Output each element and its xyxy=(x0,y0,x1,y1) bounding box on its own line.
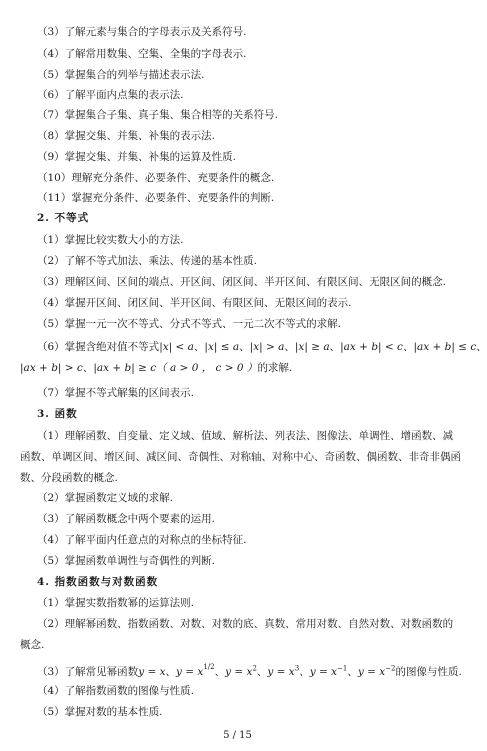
line-prefix: （6）掌握含绝对值不等式 xyxy=(37,341,160,353)
text-line: （5）掌握集合的列举与描述表示法. xyxy=(37,69,205,81)
text-line: （5）掌握函数单调性与奇偶性的判断. xyxy=(37,555,216,567)
math-exponent: −1 xyxy=(337,664,348,673)
separator: 、 xyxy=(165,666,177,678)
math-expr: y = x xyxy=(138,666,166,678)
math-exponent: 1/2 xyxy=(203,663,215,671)
text-line: （3）了解函数概念中两个要素的运用. xyxy=(37,513,216,525)
math-expr: |ax + b| ≥ c xyxy=(93,362,157,374)
abs-inequality-line xyxy=(37,340,487,354)
text-line: （4）了解平面内任意点的对称点的坐标特征. xyxy=(37,534,247,546)
separator: 、 xyxy=(329,341,341,353)
math-expr: |x| > a xyxy=(249,341,285,353)
line-prefix: （3）了解常见幂函数 xyxy=(37,666,139,678)
separator: 、 xyxy=(284,341,295,353)
text-line: （5）掌握一元一次不等式、分式不等式、一元二次不等式的求解. xyxy=(37,318,342,330)
text-line: （5）掌握对数的基本性质. xyxy=(37,706,163,718)
separator: 、 xyxy=(476,341,487,353)
math-expr: |x| ≤ a xyxy=(204,341,240,353)
text-line: （4）了解常用数集、空集、全集的字母表示. xyxy=(37,48,247,60)
separator: 、 xyxy=(214,666,226,678)
power-functions-line xyxy=(37,660,462,679)
line-suffix: 的求解. xyxy=(257,362,293,374)
text-line: （3）理解区间、区间的端点、开区间、闭区间、半开区间、有限区间、无限区间的概念. xyxy=(37,276,447,288)
text-line: （3）了解元素与集合的字母表示及关系符号. xyxy=(37,26,247,38)
text-line: （1）掌握实数指数幂的运算法则. xyxy=(37,597,195,609)
text-line: （9）掌握交集、并集、补集的运算及性质. xyxy=(37,151,237,163)
text-line: （7）掌握集合子集、真子集、集合相等的关系符号. xyxy=(37,109,279,121)
separator: 、 xyxy=(347,666,358,678)
math-expr: y = x xyxy=(309,666,338,678)
text-line: （4）掌握开区间、闭区间、半开区间、有限区间、无限区间的表示. xyxy=(37,297,352,309)
text-line: （1）理解函数、自变量、定义域、值域、解析法、列表法、图像法、单调性、增函数、减 xyxy=(37,430,454,442)
text-line: （2）了解不等式加法、乘法、传递的基本性质. xyxy=(37,255,258,267)
separator: 、 xyxy=(256,666,268,678)
math-expr: |x| ≥ a xyxy=(294,341,330,353)
separator: 、 xyxy=(299,666,310,678)
section-heading: 2. 不等式 xyxy=(37,212,90,224)
math-expr: y = x xyxy=(176,666,204,678)
math-condition: （ a > 0 ， c > 0 ） xyxy=(156,362,258,374)
text-line: （4）了解指数函数的图像与性质. xyxy=(37,685,195,697)
math-expr: |ax + b| ≤ c xyxy=(413,341,477,353)
separator: 、 xyxy=(402,341,414,353)
text-line: （10）理解充分条件、必要条件、充要条件的概念. xyxy=(37,172,275,184)
math-exponent: 3 xyxy=(294,664,300,673)
math-expr: |ax + b| > c xyxy=(20,362,83,374)
math-exponent: −2 xyxy=(385,664,396,673)
text-line: 概念. xyxy=(20,639,45,651)
text-line: （1）掌握比较实数大小的方法. xyxy=(37,234,184,246)
text-line: （2）理解幂函数、指数函数、对数、对数的底、真数、常用对数、自然对数、对数函数的 xyxy=(37,618,454,630)
line-suffix: 的图像与性质. xyxy=(395,666,462,678)
separator: 、 xyxy=(82,362,94,374)
text-line: 函数、单调区间、增区间、减区间、奇偶性、对称轴、对称中心、奇函数、偶函数、非奇非偶函 xyxy=(20,451,461,463)
text-line: （2）掌握函数定义域的求解. xyxy=(37,492,174,504)
text-line: 数、分段函数的概念. xyxy=(20,472,118,484)
math-expr: |x| < a xyxy=(159,341,194,353)
separator: 、 xyxy=(239,341,250,353)
math-expr: y = x xyxy=(225,666,253,678)
text-line: （6）了解平面内点集的表示法. xyxy=(37,89,184,101)
math-exponent: 2 xyxy=(252,664,257,673)
section-heading: 4. 指数函数与对数函数 xyxy=(37,576,159,588)
math-expr: |ax + b| < c xyxy=(340,341,403,353)
separator: 、 xyxy=(193,341,205,353)
text-line: （8）掌握交集、并集、补集的表示法. xyxy=(37,130,216,142)
text-line: （11）掌握充分条件、必要条件、充要条件的判断. xyxy=(37,192,275,204)
page-number: 5 / 15 xyxy=(223,730,252,741)
abs-inequality-line-cont xyxy=(20,361,292,375)
math-expr: y = x xyxy=(357,666,386,678)
text-line: （7）掌握不等式解集的区间表示. xyxy=(37,387,195,399)
section-heading: 3. 函数 xyxy=(37,408,78,420)
math-expr: y = x xyxy=(267,666,295,678)
